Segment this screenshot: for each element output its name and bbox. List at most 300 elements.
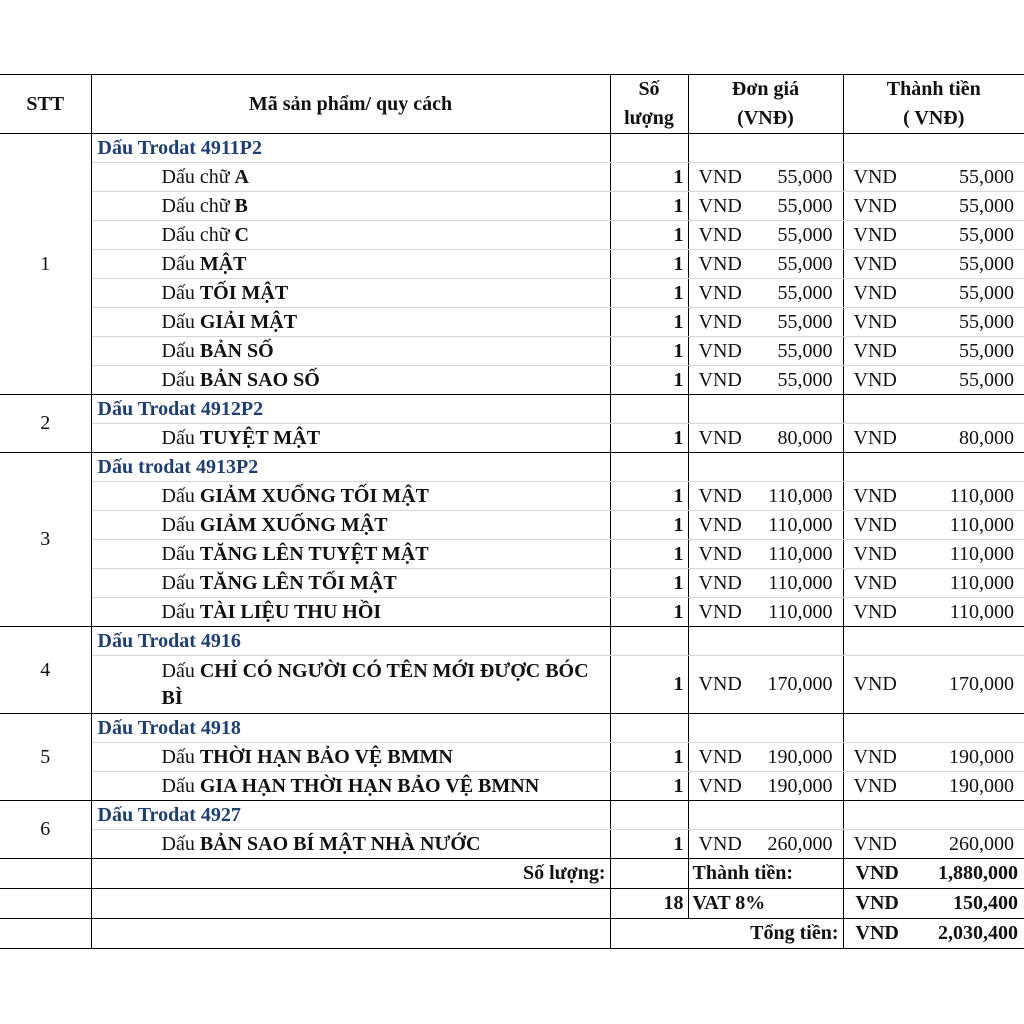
- subtotal-amount: [844, 862, 1024, 885]
- currency-label: VND: [855, 862, 899, 884]
- price-value: 55,000: [777, 339, 833, 362]
- item-total-cell: [843, 250, 1024, 279]
- item-qty: 1: [610, 424, 688, 453]
- currency-label: VND: [853, 832, 897, 855]
- currency-label: VND: [698, 223, 742, 246]
- item-label: GIẢM XUỐNG MẬT: [199, 513, 388, 536]
- price-value: 55,000: [777, 310, 833, 333]
- item-total-cell: [843, 424, 1024, 453]
- price-value: 110,000: [768, 542, 833, 565]
- item-price: [689, 514, 843, 537]
- total-value: 55,000: [959, 310, 1014, 333]
- item-price: [689, 369, 843, 392]
- item-row: [0, 279, 1024, 308]
- currency-label: VND: [698, 774, 742, 797]
- item-total: [844, 166, 1024, 189]
- item-price-cell: [688, 656, 843, 714]
- currency-label: VND: [698, 281, 742, 304]
- empty-cell: [688, 714, 843, 743]
- item-total-cell: [843, 569, 1024, 598]
- item-row: [0, 743, 1024, 772]
- item-prefix: Dấu: [161, 310, 195, 333]
- item-total-cell: [843, 540, 1024, 569]
- item-total-cell: [843, 221, 1024, 250]
- stt-cell: 5: [0, 714, 91, 801]
- item-label: A: [234, 165, 249, 188]
- item-total-cell: [843, 482, 1024, 511]
- stt-cell: 1: [0, 134, 91, 395]
- item-qty: 1: [610, 830, 688, 859]
- item-prefix: Dấu: [161, 252, 195, 275]
- item-name: [91, 163, 610, 192]
- item-qty: 1: [610, 482, 688, 511]
- group-row: [0, 627, 1024, 656]
- item-total: [844, 340, 1024, 363]
- item-total-cell: [843, 830, 1024, 859]
- item-row: [0, 192, 1024, 221]
- item-label: MẬT: [199, 252, 247, 275]
- total-value: 55,000: [959, 339, 1014, 362]
- item-total: [844, 224, 1024, 247]
- item-name: [91, 424, 610, 453]
- item-total: [844, 746, 1024, 769]
- item-qty: 1: [610, 540, 688, 569]
- item-total: [844, 673, 1024, 696]
- item-prefix: Dấu chữ: [161, 165, 230, 188]
- item-price: [689, 166, 843, 189]
- currency-label: VND: [698, 252, 742, 275]
- item-total: [844, 195, 1024, 218]
- item-qty: 1: [610, 772, 688, 801]
- total-value: 55,000: [959, 281, 1014, 304]
- item-total: [844, 369, 1024, 392]
- price-value: 80,000: [777, 426, 833, 449]
- item-prefix: Dấu: [161, 484, 195, 507]
- item-total: [844, 572, 1024, 595]
- empty-cell: [843, 627, 1024, 656]
- currency-label: VND: [698, 673, 742, 695]
- total-value: 260,000: [949, 832, 1014, 855]
- empty-cell: [843, 801, 1024, 830]
- item-name: [91, 656, 610, 714]
- subtotal-label: Thành tiền:: [688, 859, 843, 889]
- order-table: [0, 74, 1024, 949]
- header-row: [0, 75, 1024, 134]
- total-value: 190,000: [949, 774, 1014, 797]
- item-name: [91, 511, 610, 540]
- summary-row: [0, 859, 1024, 889]
- currency-label: VND: [853, 673, 897, 695]
- item-price: [689, 746, 843, 769]
- item-name: [91, 569, 610, 598]
- item-prefix: Dấu: [161, 426, 195, 449]
- item-name: [91, 308, 610, 337]
- total-value: 55,000: [959, 223, 1014, 246]
- price-value: 55,000: [777, 368, 833, 391]
- currency-label: VND: [698, 600, 742, 623]
- item-name: [91, 250, 610, 279]
- item-total: [844, 485, 1024, 508]
- currency-label: VND: [853, 513, 897, 536]
- stt-cell: 6: [0, 801, 91, 859]
- empty-cell: [610, 859, 688, 889]
- group-row: [0, 801, 1024, 830]
- currency-label: VND: [698, 310, 742, 333]
- item-qty: 1: [610, 569, 688, 598]
- empty-cell: [688, 395, 843, 424]
- item-qty: 1: [610, 250, 688, 279]
- currency-label: VND: [853, 774, 897, 797]
- item-price: [689, 282, 843, 305]
- currency-label: VND: [698, 542, 742, 565]
- item-label: BẢN SAO BÍ MẬT NHÀ NƯỚC: [199, 832, 481, 855]
- item-total: [844, 543, 1024, 566]
- currency-label: VND: [853, 339, 897, 362]
- summary-row: [0, 889, 1024, 919]
- item-label: B: [234, 194, 248, 217]
- total-value: 110,000: [949, 513, 1014, 536]
- item-total: [844, 311, 1024, 334]
- item-prefix: Dấu: [161, 774, 195, 797]
- item-price-cell: [688, 569, 843, 598]
- empty-cell: [0, 889, 91, 919]
- item-label: GIẢI MẬT: [199, 310, 298, 333]
- currency-label: VND: [698, 368, 742, 391]
- group-row: [0, 395, 1024, 424]
- currency-label: VND: [698, 484, 742, 507]
- grand-total-cell: [843, 919, 1024, 949]
- item-total: [844, 253, 1024, 276]
- price-value: 110,000: [768, 484, 833, 507]
- item-row: [0, 482, 1024, 511]
- item-prefix: Dấu: [161, 600, 195, 623]
- item-name: [91, 337, 610, 366]
- currency-label: VND: [853, 600, 897, 623]
- price-value: 110,000: [768, 600, 833, 623]
- item-total-cell: [843, 308, 1024, 337]
- item-price-cell: [688, 598, 843, 627]
- group-title: Dấu Trodat 4912P2: [91, 395, 610, 424]
- price-value: 55,000: [777, 281, 833, 304]
- item-label: GIA HẠN THỜI HẠN BẢO VỆ BMNN: [199, 774, 540, 797]
- item-qty: 1: [610, 163, 688, 192]
- empty-cell: [688, 627, 843, 656]
- item-price: [689, 601, 843, 624]
- item-prefix: Dấu chữ: [161, 194, 230, 217]
- item-price-cell: [688, 337, 843, 366]
- item-label: CHỈ CÓ NGƯỜI CÓ TÊN MỚI ĐƯỢC BÓC BÌ: [161, 659, 589, 709]
- item-label: BẢN SỐ: [199, 339, 274, 362]
- currency-label: VND: [698, 194, 742, 217]
- currency-label: VND: [853, 484, 897, 507]
- grand-total-label: Tổng tiền:: [688, 919, 843, 949]
- col-header-total-line1: Thành tiền: [886, 78, 981, 100]
- item-total-cell: [843, 337, 1024, 366]
- item-price: [689, 253, 843, 276]
- item-total-cell: [843, 511, 1024, 540]
- item-label: TÀI LIỆU THU HỒI: [199, 600, 382, 623]
- item-price-cell: [688, 366, 843, 395]
- col-header-qty: [610, 75, 688, 134]
- currency-label: VND: [698, 339, 742, 362]
- vat-amount: [844, 892, 1024, 915]
- item-total-cell: [843, 598, 1024, 627]
- empty-cell: [0, 859, 91, 889]
- summary-row: [0, 919, 1024, 949]
- item-price-cell: [688, 830, 843, 859]
- item-price: [689, 833, 843, 856]
- empty-cell: [688, 453, 843, 482]
- item-qty: 1: [610, 511, 688, 540]
- empty-cell: [610, 627, 688, 656]
- col-header-price-line1: Đơn giá: [731, 78, 800, 100]
- item-label: TỐI MẬT: [199, 281, 289, 304]
- col-header-qty-line2: lượng: [624, 107, 674, 129]
- qty-label: Số lượng:: [91, 859, 610, 889]
- vat-value: 150,400: [953, 892, 1018, 914]
- vat-label: VAT 8%: [688, 889, 843, 919]
- currency-label: VND: [698, 165, 742, 188]
- total-value: 110,000: [949, 484, 1014, 507]
- empty-cell: [843, 453, 1024, 482]
- col-header-total: [843, 75, 1024, 134]
- stt-cell: 2: [0, 395, 91, 453]
- item-qty: 1: [610, 337, 688, 366]
- currency-label: VND: [853, 310, 897, 333]
- item-price: [689, 775, 843, 798]
- currency-label: VND: [855, 892, 899, 914]
- group-title: Dấu Trodat 4927: [91, 801, 610, 830]
- item-price: [689, 427, 843, 450]
- item-prefix: Dấu: [161, 542, 195, 565]
- item-row: [0, 540, 1024, 569]
- item-price: [689, 311, 843, 334]
- item-prefix: Dấu: [161, 281, 195, 304]
- item-prefix: Dấu: [161, 339, 195, 362]
- item-label: TĂNG LÊN TỐI MẬT: [199, 571, 397, 594]
- item-price-cell: [688, 772, 843, 801]
- col-header-price-line2: (VNĐ): [737, 107, 794, 129]
- empty-cell: [843, 714, 1024, 743]
- empty-cell: [610, 801, 688, 830]
- item-total: [844, 775, 1024, 798]
- currency-label: VND: [853, 223, 897, 246]
- item-name: [91, 830, 610, 859]
- price-value: 260,000: [767, 832, 833, 855]
- total-value: 55,000: [959, 368, 1014, 391]
- item-row: [0, 511, 1024, 540]
- item-total-cell: [843, 656, 1024, 714]
- item-name: [91, 598, 610, 627]
- price-value: 110,000: [768, 513, 833, 536]
- subtotal-cell: [843, 859, 1024, 889]
- item-price-cell: [688, 192, 843, 221]
- item-label: BẢN SAO SỐ: [199, 368, 320, 391]
- empty-cell: [610, 134, 688, 163]
- item-row: [0, 656, 1024, 714]
- currency-label: VND: [853, 426, 897, 449]
- empty-cell: [688, 134, 843, 163]
- empty-cell: [688, 801, 843, 830]
- item-total: [844, 601, 1024, 624]
- item-total-cell: [843, 279, 1024, 308]
- total-value: 55,000: [959, 252, 1014, 275]
- price-value: 190,000: [767, 774, 833, 797]
- group-row: [0, 134, 1024, 163]
- price-value: 190,000: [767, 745, 833, 768]
- total-value: 190,000: [949, 745, 1014, 768]
- item-total-cell: [843, 366, 1024, 395]
- item-row: [0, 366, 1024, 395]
- col-header-product: Mã sản phẩm/ quy cách: [91, 75, 610, 134]
- item-price-cell: [688, 279, 843, 308]
- group-title: Dấu Trodat 4916: [91, 627, 610, 656]
- total-value: 55,000: [959, 165, 1014, 188]
- empty-cell: [843, 395, 1024, 424]
- item-qty: 1: [610, 598, 688, 627]
- item-total-cell: [843, 192, 1024, 221]
- price-value: 110,000: [768, 571, 833, 594]
- group-title: Dấu trodat 4913P2: [91, 453, 610, 482]
- empty-cell: [610, 453, 688, 482]
- item-row: [0, 308, 1024, 337]
- item-row: [0, 569, 1024, 598]
- item-total: [844, 514, 1024, 537]
- item-row: [0, 221, 1024, 250]
- item-price-cell: [688, 308, 843, 337]
- item-prefix: Dấu: [161, 571, 195, 594]
- total-value: 110,000: [949, 600, 1014, 623]
- item-qty: 1: [610, 308, 688, 337]
- item-prefix: Dấu: [161, 659, 195, 682]
- price-value: 55,000: [777, 194, 833, 217]
- item-qty: 1: [610, 192, 688, 221]
- item-name: [91, 366, 610, 395]
- item-prefix: Dấu: [161, 513, 195, 536]
- item-label: TUYỆT MẬT: [199, 426, 321, 449]
- item-name: [91, 772, 610, 801]
- item-label: THỜI HẠN BẢO VỆ BMMN: [199, 745, 453, 768]
- item-row: [0, 772, 1024, 801]
- group-title: Dấu Trodat 4918: [91, 714, 610, 743]
- price-value: 55,000: [777, 223, 833, 246]
- col-header-total-line2: ( VNĐ): [903, 107, 965, 129]
- empty-cell: [91, 919, 610, 949]
- item-price: [689, 340, 843, 363]
- group-row: [0, 714, 1024, 743]
- item-row: [0, 830, 1024, 859]
- total-value: 170,000: [949, 673, 1014, 695]
- col-header-stt: STT: [0, 75, 91, 134]
- item-price: [689, 485, 843, 508]
- item-label: C: [234, 223, 249, 246]
- subtotal-value: 1,880,000: [938, 862, 1018, 884]
- item-price-cell: [688, 424, 843, 453]
- item-qty: 1: [610, 366, 688, 395]
- currency-label: VND: [698, 513, 742, 536]
- grand-total-amount: [844, 922, 1024, 945]
- item-price-cell: [688, 743, 843, 772]
- currency-label: VND: [698, 426, 742, 449]
- item-label: GIẢM XUỐNG TỐI MẬT: [199, 484, 429, 507]
- currency-label: VND: [853, 252, 897, 275]
- item-price: [689, 195, 843, 218]
- item-row: [0, 598, 1024, 627]
- group-row: [0, 453, 1024, 482]
- item-prefix: Dấu chữ: [161, 223, 230, 246]
- item-name: [91, 743, 610, 772]
- item-price-cell: [688, 540, 843, 569]
- item-total: [844, 833, 1024, 856]
- currency-label: VND: [855, 922, 899, 944]
- currency-label: VND: [853, 281, 897, 304]
- item-price: [689, 224, 843, 247]
- price-value: 170,000: [767, 673, 833, 695]
- stt-cell: 3: [0, 453, 91, 627]
- item-name: [91, 192, 610, 221]
- currency-label: VND: [853, 745, 897, 768]
- item-prefix: Dấu: [161, 745, 195, 768]
- currency-label: VND: [853, 571, 897, 594]
- currency-label: VND: [853, 194, 897, 217]
- item-row: [0, 337, 1024, 366]
- stt-cell: 4: [0, 627, 91, 714]
- item-label: TĂNG LÊN TUYỆT MẬT: [199, 542, 429, 565]
- currency-label: VND: [853, 542, 897, 565]
- total-value: 80,000: [959, 426, 1014, 449]
- item-price-cell: [688, 482, 843, 511]
- item-total-cell: [843, 163, 1024, 192]
- item-name: [91, 279, 610, 308]
- item-qty: 1: [610, 656, 688, 714]
- item-price-cell: [688, 221, 843, 250]
- currency-label: VND: [698, 745, 742, 768]
- qty-total: 18: [610, 889, 688, 919]
- empty-cell: [843, 134, 1024, 163]
- total-value: 110,000: [949, 542, 1014, 565]
- item-total: [844, 282, 1024, 305]
- item-row: [0, 250, 1024, 279]
- item-row: [0, 424, 1024, 453]
- col-header-price: [688, 75, 843, 134]
- total-value: 55,000: [959, 194, 1014, 217]
- price-value: 55,000: [777, 165, 833, 188]
- item-qty: 1: [610, 221, 688, 250]
- currency-label: VND: [698, 571, 742, 594]
- item-qty: 1: [610, 279, 688, 308]
- item-price-cell: [688, 511, 843, 540]
- empty-cell: [610, 714, 688, 743]
- item-name: [91, 540, 610, 569]
- item-name: [91, 482, 610, 511]
- empty-cell: [610, 919, 688, 949]
- item-total-cell: [843, 743, 1024, 772]
- item-qty: 1: [610, 743, 688, 772]
- currency-label: VND: [853, 165, 897, 188]
- currency-label: VND: [698, 832, 742, 855]
- item-total: [844, 427, 1024, 450]
- item-price: [689, 543, 843, 566]
- item-total-cell: [843, 772, 1024, 801]
- item-prefix: Dấu: [161, 368, 195, 391]
- empty-cell: [0, 919, 91, 949]
- item-prefix: Dấu: [161, 832, 195, 855]
- item-price-cell: [688, 163, 843, 192]
- table-body: [0, 134, 1024, 949]
- item-price-cell: [688, 250, 843, 279]
- item-name: [91, 221, 610, 250]
- item-row: [0, 163, 1024, 192]
